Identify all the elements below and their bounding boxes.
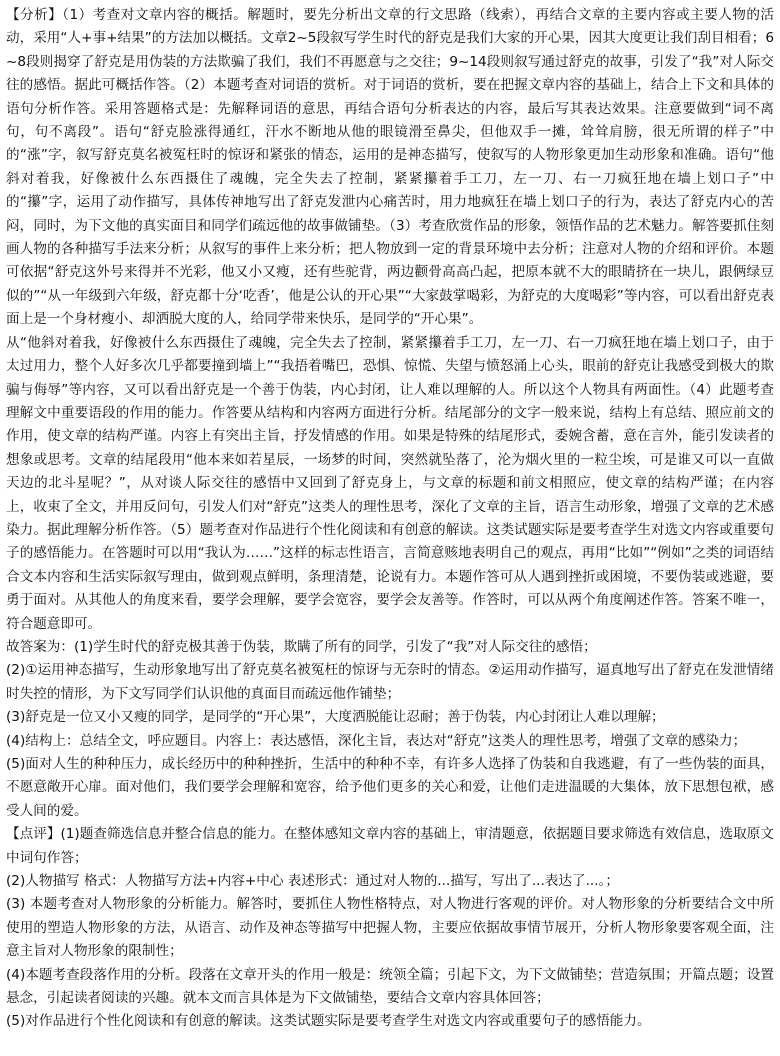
comment-item-2: (2)人物描写 格式：人物描写方法+内容+中心 表述形式：通过对人物的...描写，写出了...表达了...。； — [6, 873, 619, 890]
analysis-paragraph: 【分析】（1）考查对文章内容的概括。解题时，要先分析出文章的行文思路（线索），再结合文章的主要内容或主要人物的活动，采用“人+事+结果”的方法加以概括。文章2~5段叙写学生时代的舒克是我们大家的开心果，因其大度更让我们刮目相看；6~8段则揭穿了舒克是用伪装的方法欺骗了我们，我们不再愿意与之交往；9~14段则叙写通过舒克的故事，引发了“我”对人际交往的感悟。据此可概括作答。（2）本题考查对词语的赏析。对于词语的赏析，要在把握文章内容的基础上，结合上下文和具体的语句分析作答。采用答题格式是：先解释词语的意思，再结合语句分析表达的内容，最后写其表达效果。注意要做到“词不离句，句不离段”。语句“舒克脸涨得通红，汗水不断地从他的眼镜滑至鼻尖，但他双手一摊，耸耸肩膀，很无所谓的样子”中的“涨”字，叙写舒克莫名被冤枉时的惊讶和紧张的情态，运用的是神态描写，使叙写的人物形象更加生动形象和准确。语句“他斜对着我，好像被什么东西摄住了魂魄，完全失去了控制，紧紧攥着手工刀，左一刀、右一刀疯狂地在墙上划口子”中的“攥”字，运用了动作描写，具体传神地写出了舒克发泄内心痛苦时，用力地疯狂在墙上划口子的行为，表达了舒克内心的苦闷，同时，为下文他的真实面目和同学们疏远他的故事做铺垫。（3）考查欣赏作品的形象，领悟作品的艺术魅力。解答要抓住刻画人物的各种描写手法来分析；从叙写的事件上来分析；把人物放到一定的背景环境中去分析；注意对人物的介绍和评价。本题可依据“舒克这外号来得并不光彩，他又小又瘦，还有些驼背，两边颧骨高高凸起，把原本就不大的眼睛挤在一块儿，跟俩绿豆似的”“从一年级到六年级，舒克都十分‘吃香’，他是公认的开心果”“大家鼓掌喝彩，为舒克的大度喝彩”等内容，可以看出舒克表面上是一个身材瘦小、却洒脱大度的人，给同学带来快乐，是同学的“开心果”。 — [6, 7, 774, 328]
analysis-continuation-paragraph: 从“他斜对着我，好像被什么东西摄住了魂魄，完全失去了控制，紧紧攥着手工刀，左一刀、右一刀疯狂地在墙上划口子，由于太过用力，整个人好多次几乎都要撞到墙上”“我捂着嘴巴，恐惧、惊慌、失望与愤怒涌上心头，眼前的舒克让我感受到极大的欺骗与侮辱”等内容，又可以看出舒克是一个善于伪装，内心封闭，让人难以理解的人。所以这个人物具有两面性。（4）此题考查理解文中重要语段的作用的能力。作答要从结构和内容两方面进行分析。结尾部分的文字一般来说，结构上有总结、照应前文的作用，使文章的结构严谨。内容上有突出主旨，抒发情感的作用。如果是特殊的结尾形式，委婉含蓄，意在言外，能引发读者的想象或思考。文章的结尾段用“他本来如若星辰，一场梦的时间，突然就坠落了，沦为烟火里的一粒尘埃，可是谁又可以一直做天边的北斗星呢？”，从对谈人际交往的感悟中又回到了舒克身上，与文章的标题和前文相照应，使文章的结构严谨；在内容上，收束了全文，并用反问句，引发人们对“舒克”这类人的理性思考，深化了文章的主旨，语言生动形象，增强了文章的艺术感染力。据此理解分析作答。（5）题考查对作品进行个性化阅读和有创意的解读。这类试题实际是要考查学生对选文内容或重要句子的感悟能力。在答题时可以用“我认为……”这样的标志性语言，言简意赅地表明自己的观点，再用“比如”“例如”之类的词语结合文本内容和生活实际叙写理由，做到观点鲜明，条理清楚，论说有力。本题作答可从人遇到挫折或困境，不要伪装或逃避，要勇于面对。从其他人的角度来看，要学会理解，要学会宽容，要学会友善等。作答时，可以从两个角度阐述作答。答案不唯一，符合题意即可。 — [6, 334, 774, 632]
comment-item-5: (5)对作品进行个性化阅读和有创意的解读。这类试题实际是要考查学生对选文内容或重要句子的感悟能力。 — [6, 1013, 651, 1030]
answer-item-5: (5)面对人生的种种压力，成长经历中的种种挫折，生活中的种种不幸，有许多人选择了伪装和自我逃避，有了一些伪装的面具，不愿意敞开心扉。面对他们，我们要学会理解和宽容，给予他们更多的关心和爱，让他们走进温暖的大集体，放下思想包袱，感受人间的爱。 — [6, 756, 774, 819]
comment-item-1: 【点评】(1)题查筛选信息并整合信息的能力。在整体感知文章内容的基础上，审清题意，依据题目要求筛选有效信息，选取原文中词句作答； — [6, 826, 774, 866]
answer-item-3: (3)舒克是一位又小又瘦的同学，是同学的“开心果”，大度洒脱能让忍耐；善于伪装，内心封闭让人难以理解； — [6, 709, 665, 726]
answer-item-2: (2)①运用神态描写，生动形象地写出了舒克莫名被冤枉的惊讶与无奈时的情态。②运用动作描写，逼真地写出了舒克在发泄情绪时失控的情形，为下文写同学们认识他的真面目而疏远他作铺垫； — [6, 662, 774, 702]
answer-item-4: (4)结构上：总结全文，呼应题目。内容上：表达感悟，深化主旨，表达对“舒克”这类人的理性思考，增强了文章的感染力； — [6, 732, 747, 749]
answer-intro-line: 故答案为：(1)学生时代的舒克极其善于伪装，欺瞒了所有的同学，引发了“我”对人际交往的感悟； — [6, 638, 597, 655]
comment-item-3: (3) 本题考查对人物形象的分析能力。解答时，要抓住人物性格特点，对人物进行客观的评价。对人物形象的分析要结合文中所使用的塑造人物形象的方法，从语言、动作及神态等描写中把握人物，主要应依据故事情节展开，分析人物形象要客观全面，注意主旨对人物形象的限制性； — [6, 896, 774, 960]
comment-item-4: (4)本题考查段落作用的分析。段落在文章开头的作用一般是：统领全篇；引起下文，为下文做铺垫；营造氛围；开篇点题；设置悬念，引起读者阅读的兴趣。就本文而言具体是为下文做铺垫，要结合文章内容具体回答； — [6, 966, 774, 1007]
